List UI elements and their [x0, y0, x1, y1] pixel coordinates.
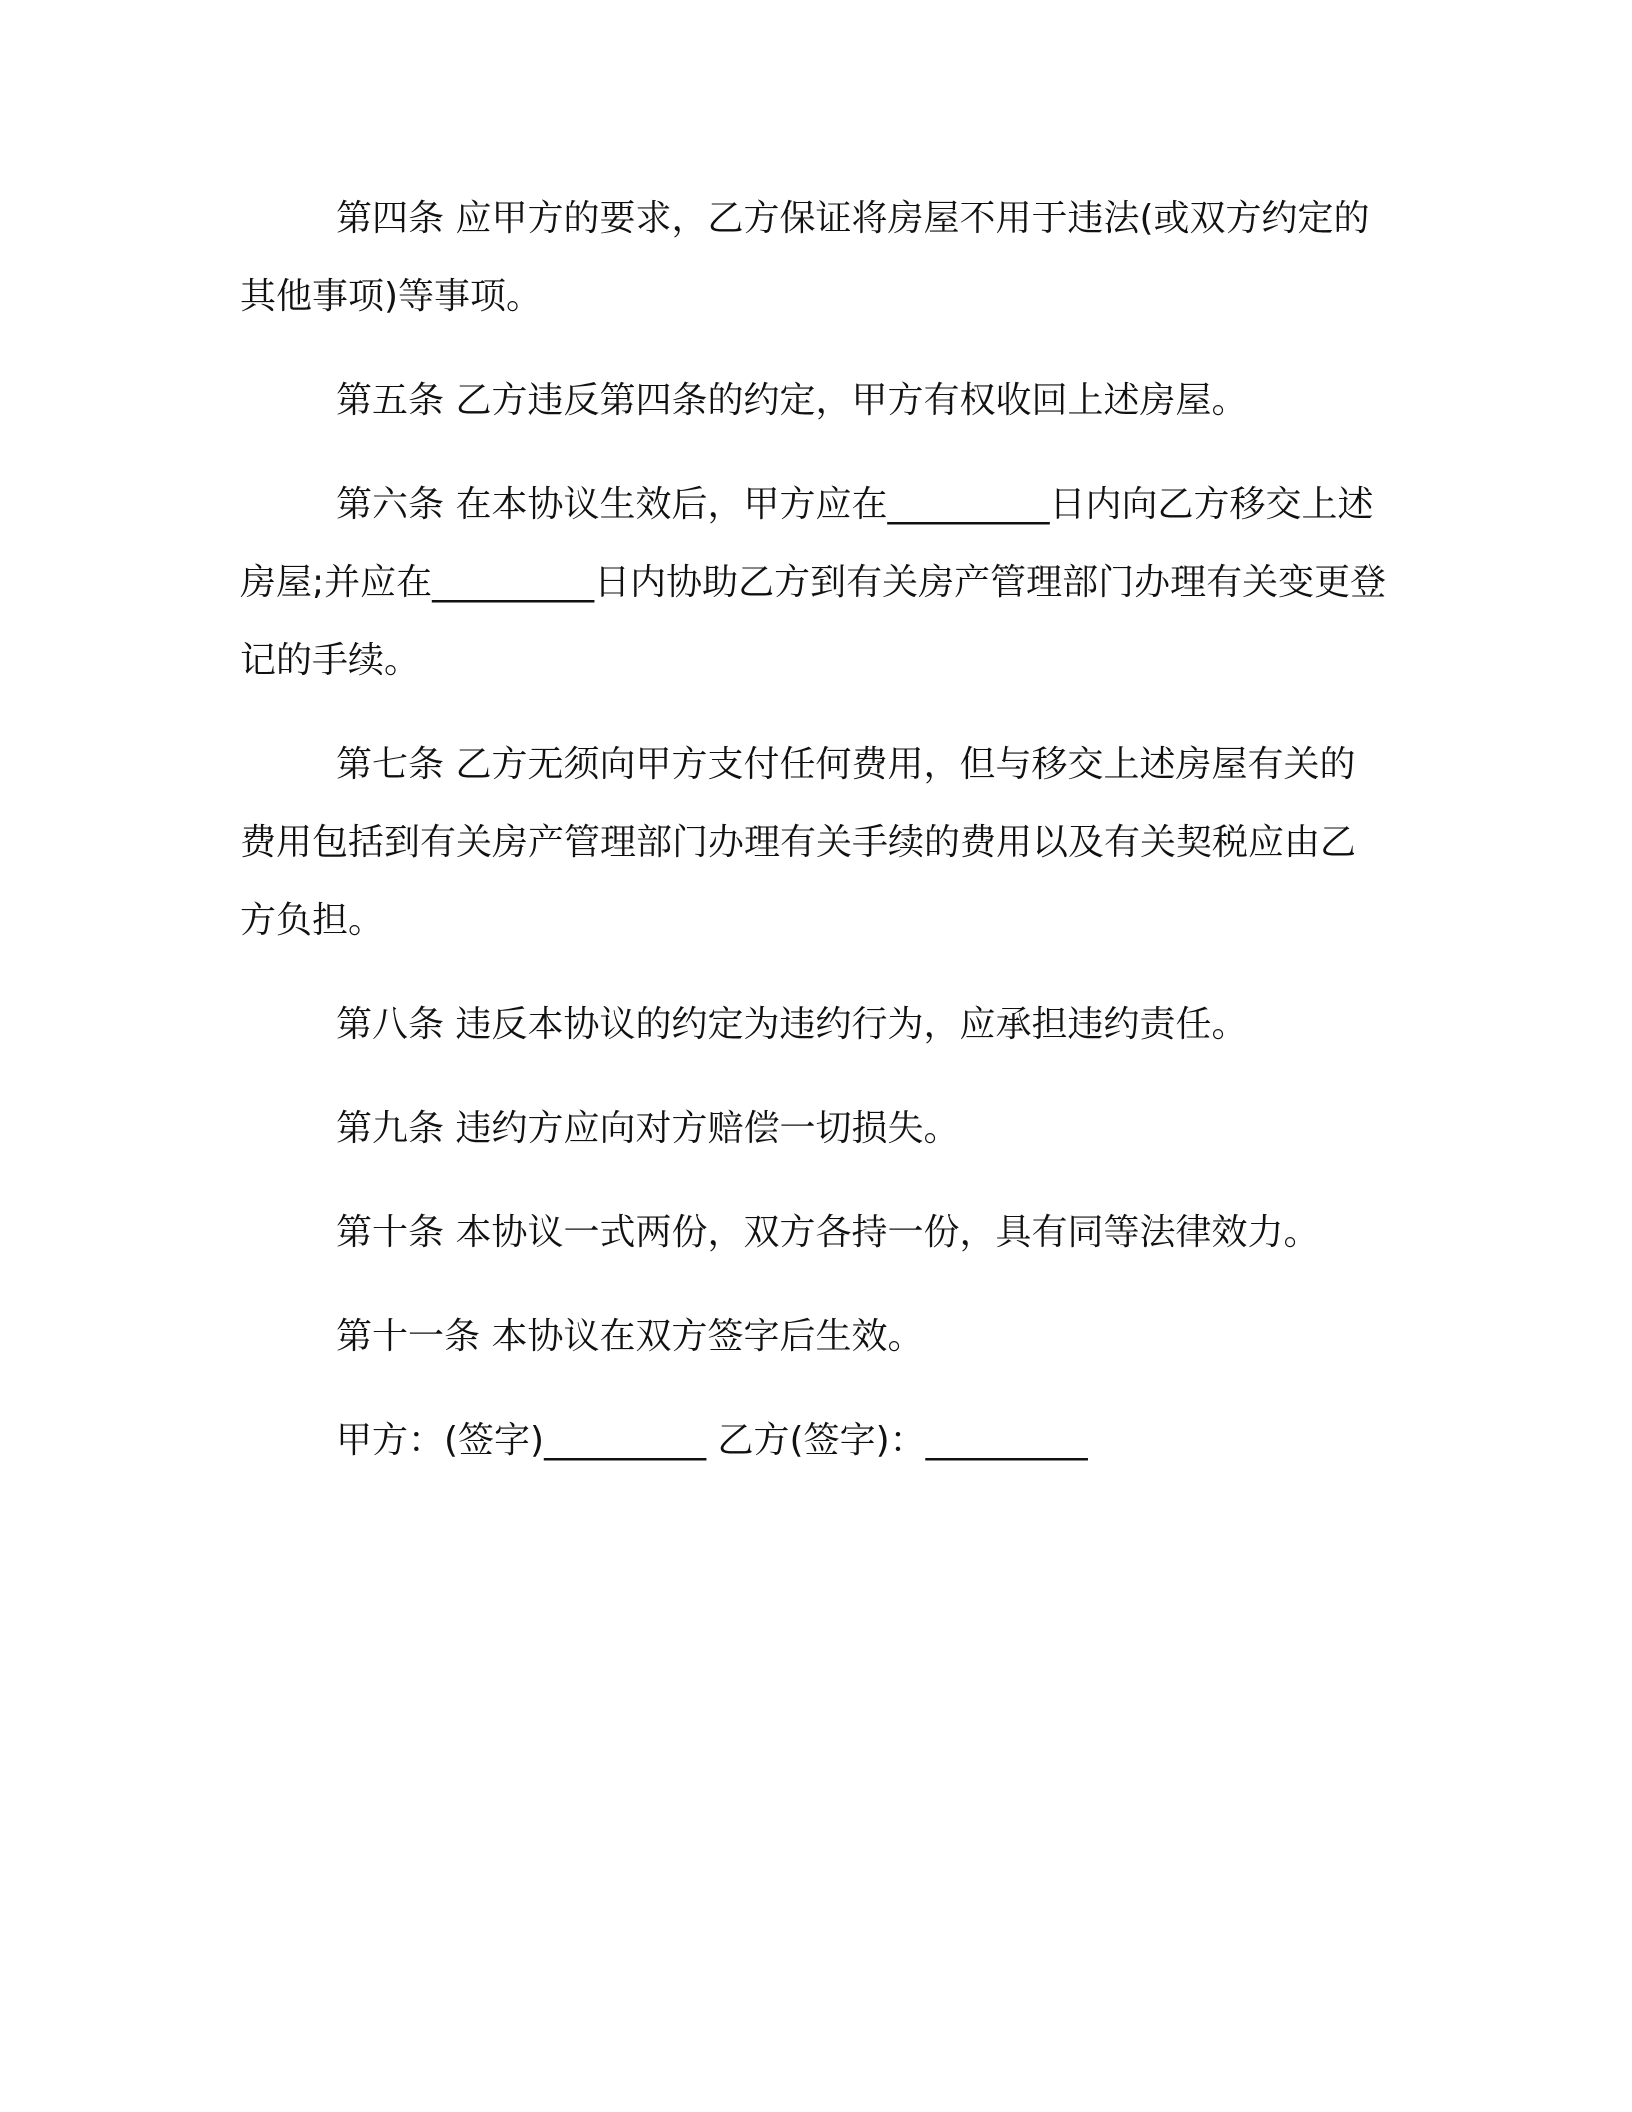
clause-11: 第十一条 本协议在双方签字后生效。	[336, 1316, 924, 1357]
document-body	[240, 180, 1390, 1480]
clause-9: 第九条 违约方应向对方赔偿一切损失。	[336, 1108, 960, 1149]
clause-7: 第七条 乙方无须向甲方支付任何费用，但与移交上述房屋有关的费用包括到有关房产管理部门办理有关手续的费用以及有关契税应由乙方负担。	[240, 744, 1357, 941]
signature-line: 甲方：(签字)_________ 乙方(签字)：_________	[336, 1420, 1088, 1461]
clause-10: 第十条 本协议一式两份，双方各持一份，具有同等法律效力。	[336, 1212, 1320, 1253]
clause-8: 第八条 违反本协议的约定为违约行为，应承担违约责任。	[336, 1004, 1248, 1045]
clause-4: 第四条 应甲方的要求，乙方保证将房屋不用于违法(或双方约定的其他事项)等事项。	[240, 198, 1370, 317]
clause-6: 第六条 在本协议生效后，甲方应在_________日内向乙方移交上述房屋;并应在_________日内协助乙方到有关房产管理部门办理有关变更登记的手续。	[240, 484, 1387, 681]
clause-5: 第五条 乙方违反第四条的约定，甲方有权收回上述房屋。	[336, 380, 1248, 421]
